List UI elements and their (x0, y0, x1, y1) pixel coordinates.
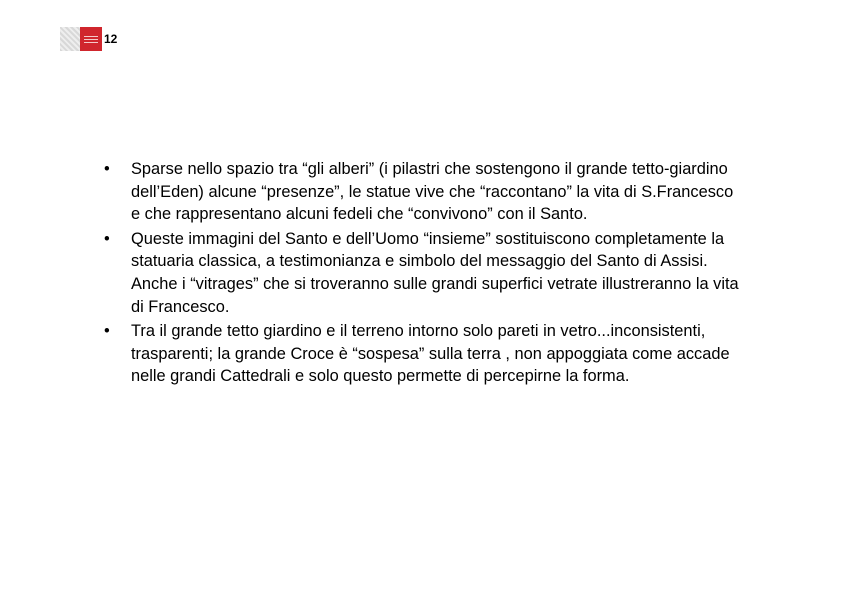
bullet-text: Sparse nello spazio tra “gli alberi” (i pilastri che sostengono il grande tetto-giardino dell’Eden) alcune “presenze”, le statue vive che “raccontano” la vita di S.Francesco e che rappresentano alcuni fedeli che “convivono” con il Santo. (131, 160, 734, 224)
bullet-text: Queste immagini del Santo e dell’Uomo “insieme” sostituiscono completamente la statuaria classica, a testimonianza e simbolo del messaggio del Santo di Assisi. Anche i “vitrages” che si troveranno sulle grandi superfici vetrate illustreranno la vita di Francesco. (131, 229, 739, 316)
list-item (104, 228, 744, 318)
bullet-icon: • (104, 229, 110, 248)
logo-red-block (80, 27, 102, 51)
bullet-text: Tra il grande tetto giardino e il terreno intorno solo pareti in vetro...inconsistenti, trasparenti; la grande Croce è “sospesa” sulla terra , non appoggiata come accade nelle grandi Cattedrali e solo questo permette di percepirne la forma. (131, 322, 730, 386)
page-number: 12 (104, 32, 118, 46)
bullet-icon: • (104, 322, 110, 341)
university-logo (60, 27, 102, 51)
list-item (104, 320, 744, 388)
list-item (104, 158, 744, 226)
bullet-list (104, 158, 744, 390)
bullet-icon: • (104, 160, 110, 178)
logo-texture (60, 27, 80, 51)
